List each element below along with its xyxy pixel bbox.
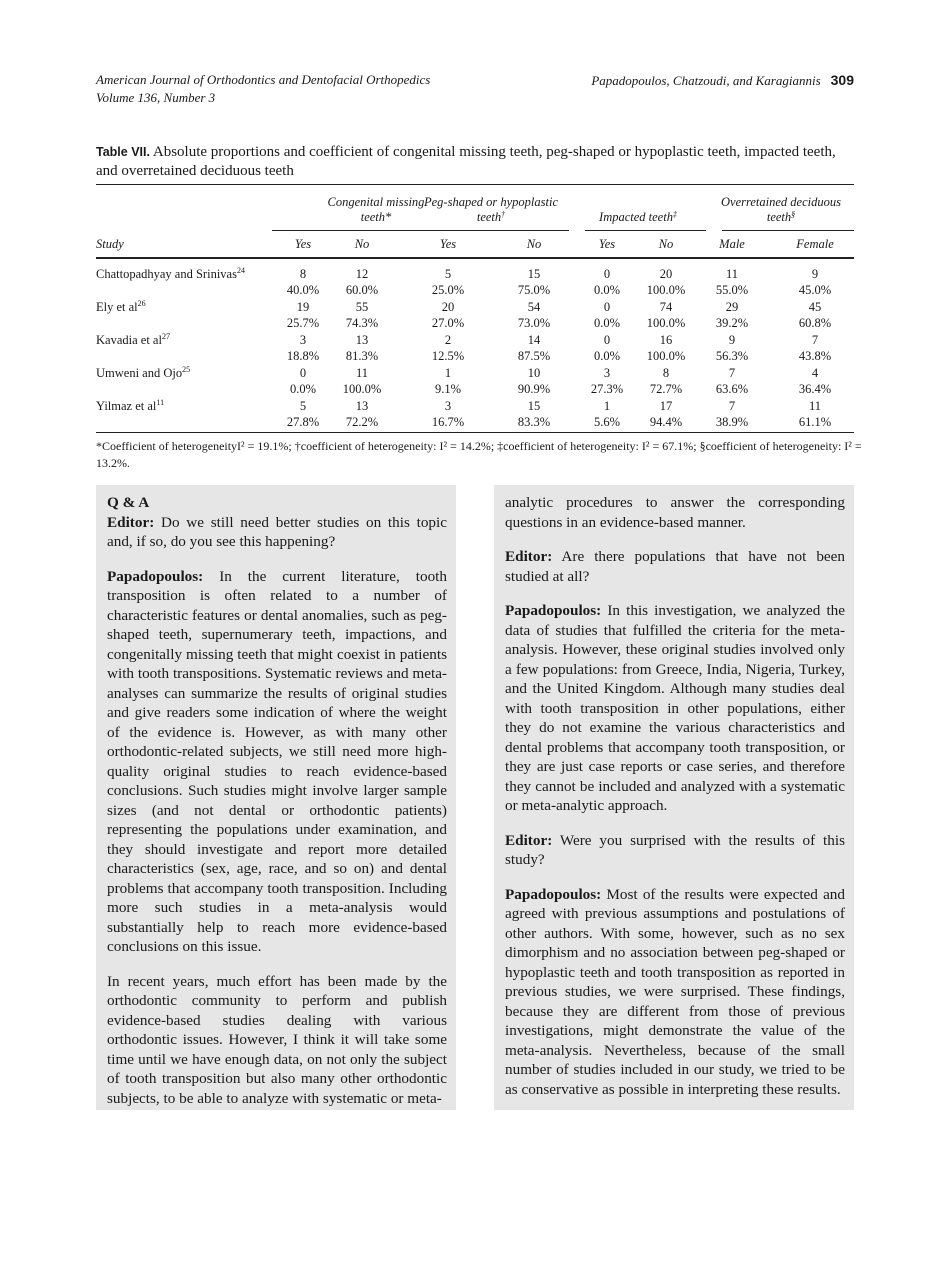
column-header: Yes: [439, 237, 457, 251]
table-cell-count: 20: [441, 300, 455, 314]
qa-right-column: [494, 485, 854, 1110]
table-cell-count: 74: [659, 300, 673, 314]
table-cell-count: 5: [444, 267, 452, 281]
qa-paragraph: [107, 567, 447, 957]
table-cell-count: 16: [659, 333, 673, 347]
group-header-peg: Peg-shaped or hypoplastic teeth†: [423, 195, 558, 224]
column-header: Yes: [294, 237, 312, 251]
table-cell-percent: 100.0%: [342, 382, 382, 396]
paragraph-text: Most of the results were expected and agreed with previous assumptions and postulations of other authors. With some, however, such as no sex dimorphism and no association between peg-shaped or hypoplastic teeth and tooth transposition as reported in previous studies, we were surprised. These findings, because they are different from those of previous investigations, might demonstrate the value of the meta-analysis. Nevertheless, because of the small number of studies included in our study, we tried to be as conservative as possible in interpreting these results.: [505, 885, 845, 1098]
table-cell-percent: 75.0%: [517, 283, 551, 297]
table-cell-percent: 90.9%: [517, 382, 551, 396]
table-cell-count: 54: [527, 300, 541, 314]
paragraph-text: In this investigation, we analyzed the data of studies that fulfilled the criteria for the meta-analysis. However, these original studies involved only a few populations: from Greece, India, Nigeria, Turkey, and the United Kingdom. Although many studies deal with tooth transposition in other populations, either they do not examine the various characteristics and dental problems that accompany tooth transposition, or they are just case reports or case series, and therefore they cannot be included and analyzed with a systematic or meta-analytic approach.: [505, 602, 846, 814]
table-cell-percent: 27.0%: [431, 316, 465, 330]
speaker-label: Editor:: [505, 548, 553, 565]
journal-header: [96, 71, 430, 107]
table-cell-count: 11: [808, 399, 822, 413]
table-cell-count: 0: [603, 267, 611, 281]
table-cell-count: 15: [527, 399, 541, 413]
qa-paragraph: [505, 493, 845, 532]
table-cell-percent: 73.0%: [517, 316, 551, 330]
table-cell-count: 0: [299, 366, 307, 380]
table-cell-count: 3: [603, 366, 611, 380]
table-top-rule: [96, 184, 854, 185]
table-cell-percent: 36.4%: [798, 382, 832, 396]
table-cell-percent: 60.8%: [798, 316, 832, 330]
speaker-label: Papadopoulos:: [505, 885, 602, 903]
table-cell-percent: 100.0%: [646, 283, 686, 297]
column-header-study: Study: [96, 237, 124, 251]
table-cell-count: 15: [527, 267, 541, 281]
table-cell-count: 5: [299, 399, 307, 413]
table-cell-percent: 12.5%: [431, 349, 465, 363]
column-header: Male: [719, 237, 745, 251]
table-cell-percent: 72.2%: [345, 415, 379, 429]
table-cell-percent: 39.2%: [715, 316, 749, 330]
table-cell-percent: 100.0%: [646, 316, 686, 330]
table-cell-percent: 38.9%: [715, 415, 749, 429]
table-cell-percent: 100.0%: [646, 349, 686, 363]
speaker-label: Editor:: [107, 513, 155, 531]
journal-title: American Journal of Orthodontics and Dentofacial Orthopedics: [96, 72, 431, 87]
table-cell-count: 9: [811, 267, 819, 281]
table-cell-percent: 63.6%: [715, 382, 749, 396]
table-cell-count: 11: [725, 267, 739, 281]
table-cell-percent: 0.0%: [593, 349, 621, 363]
table-cell-count: 7: [728, 366, 736, 380]
column-header: No: [526, 237, 542, 251]
table-cell-count: 7: [811, 333, 819, 347]
table-cell-percent: 55.0%: [715, 283, 749, 297]
table-cell-count: 4: [811, 366, 819, 380]
table-footnote: *Coefficient of heterogeneityI² = 19.1%; †coefficient of heterogeneity: I² = 14.2%; ‡coefficient of heterogeneity: I² = 67.1%; §coefficient of heterogeneity: I² = 13.2%.: [96, 439, 862, 470]
table-cell-count: 1: [603, 399, 611, 413]
paragraph-text: analytic procedures to answer the corresponding questions in an evidence-based manner.: [505, 494, 845, 531]
group-header-congenital: Congenital missing teeth*: [327, 195, 425, 224]
table-bottom-rule: [96, 432, 854, 433]
qa-paragraph: [107, 513, 447, 552]
speaker-label: Papadopoulos:: [107, 567, 204, 585]
table-cell-percent: 16.7%: [431, 415, 465, 429]
table-cell-count: 12: [355, 267, 369, 281]
table-cell-percent: 60.0%: [345, 283, 379, 297]
table-label: Table VII.: [96, 145, 150, 159]
table-cell-count: 10: [527, 366, 541, 380]
group-rule-impacted: [585, 230, 706, 231]
group-header-overretained: Overretained deciduous teeth§: [721, 195, 841, 224]
paragraph-text: In recent years, much effort has been made by the orthodontic community to perform and publish evidence-based studies dealing with various orthodontic issues. However, I think it will take some time until we have enough data, on not only the subject of tooth transposition but also many other orthodontic subjects, to be able to analyze with systematic or meta-: [107, 972, 447, 1107]
column-header: Female: [796, 237, 834, 251]
table-cell-percent: 74.3%: [345, 316, 379, 330]
group-header-impacted: Impacted teeth‡: [599, 210, 677, 224]
table-cell-count: 1: [444, 366, 452, 380]
table-caption-text: Absolute proportions and coefficient of congenital missing teeth, peg-shaped or hypoplastic teeth, impacted teeth, and overretained deciduous teeth: [96, 144, 836, 179]
table-cell-count: 17: [659, 399, 673, 413]
paragraph-text: In the current literature, tooth transposition is often related to a number of characteristic features or dental anomalies, such as peg-shaped teeth, supernumerary teeth, impactions, and congenitally missing teeth that might coexist in patients with tooth transpositions. Systematic reviews and meta-analyses can summarize the results of original studies and give readers some indication of where the weight of the evidence is. However, as with many other orthodontic-related subjects, we still need more high-quality original studies to reach evidence-based conclusions. Such studies might involve larger sample sizes (and not dental or orthodontic patients) representing the populations under examination, and they should investigate and report more detailed characteristics (sex, age, race, and so on) and dental problems that accompany tooth transposition. Including more such studies in a meta-analysis would substantially help to reach more evidence-based conclusions on this issue.: [107, 567, 447, 955]
paragraph-text: Do we still need better studies on this topic and, if so, do you see this happening?: [107, 513, 447, 550]
table-caption: [96, 143, 854, 181]
table-cell-percent: 40.0%: [286, 283, 320, 297]
column-header: No: [658, 237, 674, 251]
column-header: Yes: [598, 237, 616, 251]
table-cell-count: 11: [355, 366, 369, 380]
table-cell-percent: 45.0%: [798, 283, 832, 297]
table-cell-percent: 25.0%: [431, 283, 465, 297]
group-rule-peg: [411, 230, 569, 231]
table-cell-count: 0: [603, 300, 611, 314]
page-header: [591, 71, 854, 90]
paragraph-text: Were you surprised with the results of this study?: [505, 831, 845, 868]
table-cell-percent: 0.0%: [593, 316, 621, 330]
authors: Papadopoulos, Chatzoudi, and Karagiannis: [591, 73, 821, 88]
table-cell-percent: 25.7%: [286, 316, 320, 330]
study-name: Kavadia et $al^{27}$: [96, 332, 170, 347]
qa-paragraph: [107, 972, 447, 1109]
qa-heading: Q & A: [107, 494, 150, 511]
table-cell-count: 2: [444, 333, 452, 347]
qa-paragraph: [505, 601, 845, 816]
paragraph-text: Are there populations that have not been studied at all?: [505, 548, 845, 585]
table-cell-percent: 87.5%: [517, 349, 551, 363]
table-cell-count: 19: [296, 300, 310, 314]
table-cell-percent: 43.8%: [798, 349, 832, 363]
table-cell-percent: 72.7%: [649, 382, 683, 396]
speaker-label: Editor:: [505, 831, 553, 849]
table-cell-percent: 5.6%: [593, 415, 621, 429]
group-rule-overretained: [722, 230, 854, 231]
qa-left-column: [96, 485, 456, 1110]
table-cell-count: 3: [444, 399, 452, 413]
study-name: Umweni and Ojo$^{25}$: [96, 365, 191, 380]
table-cell-count: 13: [355, 399, 369, 413]
table-cell-percent: 94.4%: [649, 415, 683, 429]
table-cell-count: 29: [725, 300, 739, 314]
table-cell-percent: 0.0%: [289, 382, 317, 396]
table-cell-count: 3: [299, 333, 307, 347]
table-cell-percent: 0.0%: [593, 283, 621, 297]
table-cell-count: 0: [603, 333, 611, 347]
study-name: Ely et $al^{26}$: [96, 299, 146, 314]
table-cell-count: 14: [527, 333, 541, 347]
table-cell-count: 55: [355, 300, 369, 314]
study-name: Chattopadhyay and Srinivas$^{24}$: [96, 266, 245, 281]
qa-paragraph: [505, 885, 845, 1100]
page-number: 309: [830, 72, 854, 88]
table-cell-percent: 27.8%: [286, 415, 320, 429]
table-cell-count: 45: [808, 300, 822, 314]
table-cell-count: 8: [662, 366, 670, 380]
table-cell-percent: 83.3%: [517, 415, 551, 429]
speaker-label: Papadopoulos:: [505, 602, 602, 619]
qa-paragraph: [505, 547, 845, 586]
journal-volume: Volume 136, Number 3: [96, 90, 216, 105]
table-cell-count: 13: [355, 333, 369, 347]
qa-paragraph: [505, 831, 845, 870]
table-cell-count: 9: [728, 333, 736, 347]
table-cell-count: 20: [659, 267, 673, 281]
table-cell-percent: 18.8%: [286, 349, 320, 363]
table-cell-count: 8: [299, 267, 307, 281]
table-cell-percent: 9.1%: [434, 382, 462, 396]
table-cell-percent: 27.3%: [590, 382, 624, 396]
study-name: Yilmaz et $al^{11}$: [96, 398, 165, 413]
table-cell-percent: 61.1%: [798, 415, 832, 429]
table-cell-percent: 81.3%: [345, 349, 379, 363]
column-header: No: [354, 237, 370, 251]
table-cell-count: 7: [728, 399, 736, 413]
table-cell-percent: 56.3%: [715, 349, 749, 363]
